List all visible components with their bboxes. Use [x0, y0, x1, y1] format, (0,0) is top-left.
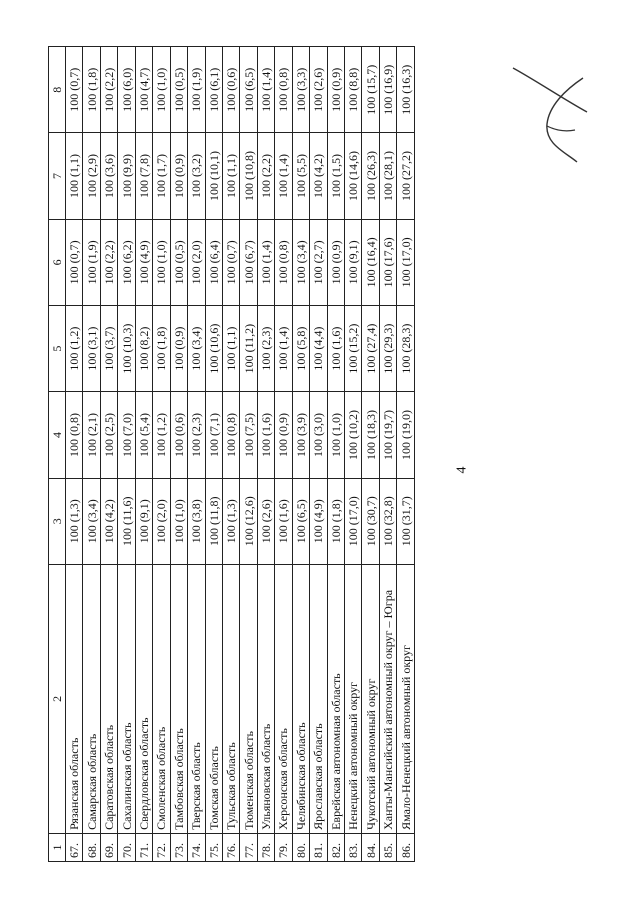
row-number-cell: 71.: [135, 833, 152, 861]
column-header-2: 2: [49, 564, 66, 833]
value-cell: 100 (1,5): [327, 133, 344, 219]
value-cell: 100 (9,9): [118, 133, 135, 219]
value-cell: 100 (8,8): [345, 47, 362, 133]
value-cell: 100 (4,7): [135, 47, 152, 133]
value-cell: 100 (0,7): [222, 219, 239, 305]
value-cell: 100 (6,1): [205, 47, 222, 133]
value-cell: 100 (3,2): [188, 133, 205, 219]
region-name-cell: Рязанская область: [66, 564, 83, 833]
value-cell: 100 (4,2): [310, 133, 327, 219]
region-name-cell: Чукотский автономный округ: [362, 564, 379, 833]
table-row: [345, 47, 362, 862]
value-cell: 100 (1,3): [66, 478, 83, 564]
region-name-cell: Ямало-Ненецкий автономный округ: [397, 564, 415, 833]
value-cell: 100 (0,9): [275, 392, 292, 478]
value-cell: 100 (16,4): [362, 219, 379, 305]
value-cell: 100 (3,8): [188, 478, 205, 564]
value-cell: 100 (11,6): [118, 478, 135, 564]
value-cell: 100 (4,4): [310, 305, 327, 391]
table-row: [292, 47, 309, 862]
table-row: [153, 47, 170, 862]
table-row: [100, 47, 117, 862]
table-row: [222, 47, 239, 862]
row-number-cell: 72.: [153, 833, 170, 861]
value-cell: 100 (18,3): [362, 392, 379, 478]
value-cell: 100 (2,2): [100, 47, 117, 133]
value-cell: 100 (3,6): [100, 133, 117, 219]
value-cell: 100 (1,4): [275, 133, 292, 219]
region-name-cell: Ульяновская область: [257, 564, 274, 833]
value-cell: 100 (10,8): [240, 133, 257, 219]
value-cell: 100 (4,9): [310, 478, 327, 564]
column-header-5: 5: [49, 305, 66, 391]
row-number-cell: 84.: [362, 833, 379, 861]
region-name-cell: Ненецкий автономный округ: [345, 564, 362, 833]
value-cell: 100 (15,2): [345, 305, 362, 391]
region-name-cell: Смоленская область: [153, 564, 170, 833]
value-cell: 100 (0,9): [327, 47, 344, 133]
value-cell: 100 (3,7): [100, 305, 117, 391]
table-row: [275, 47, 292, 862]
value-cell: 100 (17,0): [397, 219, 415, 305]
table-row: [118, 47, 135, 862]
value-cell: 100 (27,2): [397, 133, 415, 219]
value-cell: 100 (1,3): [222, 478, 239, 564]
value-cell: 100 (3,3): [292, 47, 309, 133]
regions-table: [48, 46, 415, 862]
value-cell: 100 (1,4): [257, 47, 274, 133]
table-row: [135, 47, 152, 862]
value-cell: 100 (6,7): [240, 219, 257, 305]
row-number-cell: 67.: [66, 833, 83, 861]
table-row: [83, 47, 100, 862]
value-cell: 100 (0,9): [170, 305, 187, 391]
region-name-cell: Тамбовская область: [170, 564, 187, 833]
value-cell: 100 (2,7): [310, 219, 327, 305]
value-cell: 100 (28,3): [397, 305, 415, 391]
row-number-cell: 81.: [310, 833, 327, 861]
value-cell: 100 (2,2): [257, 133, 274, 219]
region-name-cell: Ярославская область: [310, 564, 327, 833]
table-row: [205, 47, 222, 862]
value-cell: 100 (2,3): [188, 392, 205, 478]
value-cell: 100 (5,4): [135, 392, 152, 478]
column-header-8: 8: [49, 47, 66, 133]
value-cell: 100 (0,6): [170, 392, 187, 478]
table-row: [188, 47, 205, 862]
region-name-cell: Тверская область: [188, 564, 205, 833]
value-cell: 100 (3,4): [188, 305, 205, 391]
value-cell: 100 (1,6): [257, 392, 274, 478]
value-cell: 100 (0,7): [66, 47, 83, 133]
value-cell: 100 (19,0): [397, 392, 415, 478]
value-cell: 100 (30,7): [362, 478, 379, 564]
row-number-cell: 75.: [205, 833, 222, 861]
value-cell: 100 (0,7): [66, 219, 83, 305]
table-row: [310, 47, 327, 862]
column-header-4: 4: [49, 392, 66, 478]
value-cell: 100 (27,4): [362, 305, 379, 391]
value-cell: 100 (1,4): [275, 305, 292, 391]
value-cell: 100 (16,3): [397, 47, 415, 133]
value-cell: 100 (3,4): [83, 478, 100, 564]
region-name-cell: Свердловская область: [135, 564, 152, 833]
value-cell: 100 (1,8): [327, 478, 344, 564]
value-cell: 100 (3,4): [292, 219, 309, 305]
value-cell: 100 (10,3): [118, 305, 135, 391]
value-cell: 100 (2,6): [257, 478, 274, 564]
table-row: [397, 47, 415, 862]
value-cell: 100 (10,6): [205, 305, 222, 391]
value-cell: 100 (2,0): [188, 219, 205, 305]
region-name-cell: Самарская область: [83, 564, 100, 833]
value-cell: 100 (32,8): [379, 478, 396, 564]
value-cell: 100 (6,2): [118, 219, 135, 305]
value-cell: 100 (2,2): [100, 219, 117, 305]
value-cell: 100 (6,5): [240, 47, 257, 133]
value-cell: 100 (6,5): [292, 478, 309, 564]
value-cell: 100 (0,8): [275, 47, 292, 133]
value-cell: 100 (1,1): [222, 305, 239, 391]
value-cell: 100 (19,7): [379, 392, 396, 478]
value-cell: 100 (7,1): [205, 392, 222, 478]
row-number-cell: 76.: [222, 833, 239, 861]
row-number-cell: 82.: [327, 833, 344, 861]
value-cell: 100 (0,8): [66, 392, 83, 478]
value-cell: 100 (9,1): [345, 219, 362, 305]
value-cell: 100 (0,5): [170, 47, 187, 133]
value-cell: 100 (1,2): [66, 305, 83, 391]
value-cell: 100 (0,9): [327, 219, 344, 305]
handwritten-signature: [505, 60, 595, 170]
value-cell: 100 (1,8): [153, 305, 170, 391]
value-cell: 100 (11,2): [240, 305, 257, 391]
value-cell: 100 (1,0): [327, 392, 344, 478]
row-number-cell: 83.: [345, 833, 362, 861]
value-cell: 100 (1,0): [153, 219, 170, 305]
value-cell: 100 (10,2): [345, 392, 362, 478]
value-cell: 100 (5,5): [292, 133, 309, 219]
value-cell: 100 (6,0): [118, 47, 135, 133]
value-cell: 100 (4,2): [100, 478, 117, 564]
region-name-cell: Ханты-Мансийский автономный округ – Югра: [379, 564, 396, 833]
value-cell: 100 (1,2): [153, 392, 170, 478]
value-cell: 100 (9,1): [135, 478, 152, 564]
rotated-table-container: [48, 46, 415, 862]
value-cell: 100 (2,9): [83, 133, 100, 219]
value-cell: 100 (17,0): [345, 478, 362, 564]
value-cell: 100 (1,9): [83, 219, 100, 305]
value-cell: 100 (0,6): [222, 47, 239, 133]
value-cell: 100 (11,8): [205, 478, 222, 564]
value-cell: 100 (1,0): [170, 478, 187, 564]
value-cell: 100 (16,9): [379, 47, 396, 133]
region-name-cell: Саратовская область: [100, 564, 117, 833]
value-cell: 100 (0,9): [170, 133, 187, 219]
region-name-cell: Тульская область: [222, 564, 239, 833]
value-cell: 100 (7,8): [135, 133, 152, 219]
value-cell: 100 (7,0): [118, 392, 135, 478]
value-cell: 100 (7,5): [240, 392, 257, 478]
row-number-cell: 70.: [118, 833, 135, 861]
value-cell: 100 (29,3): [379, 305, 396, 391]
value-cell: 100 (17,6): [379, 219, 396, 305]
table-row: [327, 47, 344, 862]
row-number-cell: 73.: [170, 833, 187, 861]
value-cell: 100 (26,3): [362, 133, 379, 219]
column-header-1: 1: [49, 833, 66, 861]
table-row: [257, 47, 274, 862]
column-header-6: 6: [49, 219, 66, 305]
value-cell: 100 (0,8): [222, 392, 239, 478]
row-number-cell: 68.: [83, 833, 100, 861]
value-cell: 100 (3,0): [310, 392, 327, 478]
table-row: [362, 47, 379, 862]
value-cell: 100 (0,5): [170, 219, 187, 305]
region-name-cell: Тюменская область: [240, 564, 257, 833]
row-number-cell: 69.: [100, 833, 117, 861]
value-cell: 100 (1,6): [275, 478, 292, 564]
value-cell: 100 (0,8): [275, 219, 292, 305]
table-row: [379, 47, 396, 862]
value-cell: 100 (31,7): [397, 478, 415, 564]
value-cell: 100 (1,6): [327, 305, 344, 391]
value-cell: 100 (1,0): [153, 47, 170, 133]
row-number-cell: 78.: [257, 833, 274, 861]
value-cell: 100 (6,4): [205, 219, 222, 305]
value-cell: 100 (4,9): [135, 219, 152, 305]
value-cell: 100 (5,8): [292, 305, 309, 391]
table-row: [240, 47, 257, 862]
row-number-cell: 74.: [188, 833, 205, 861]
value-cell: 100 (1,1): [66, 133, 83, 219]
value-cell: 100 (10,1): [205, 133, 222, 219]
value-cell: 100 (2,6): [310, 47, 327, 133]
value-cell: 100 (1,1): [222, 133, 239, 219]
value-cell: 100 (2,5): [100, 392, 117, 478]
value-cell: 100 (12,6): [240, 478, 257, 564]
row-number-cell: 77.: [240, 833, 257, 861]
value-cell: 100 (1,9): [188, 47, 205, 133]
value-cell: 100 (1,8): [83, 47, 100, 133]
table-row: [66, 47, 83, 862]
value-cell: 100 (2,1): [83, 392, 100, 478]
table-row: [170, 47, 187, 862]
value-cell: 100 (2,3): [257, 305, 274, 391]
value-cell: 100 (2,0): [153, 478, 170, 564]
column-header-3: 3: [49, 478, 66, 564]
region-name-cell: Челябинская область: [292, 564, 309, 833]
table-header-row: [49, 47, 66, 862]
value-cell: 100 (15,7): [362, 47, 379, 133]
value-cell: 100 (1,4): [257, 219, 274, 305]
region-name-cell: Херсонская область: [275, 564, 292, 833]
region-name-cell: Томская область: [205, 564, 222, 833]
value-cell: 100 (8,2): [135, 305, 152, 391]
region-name-cell: Сахалинская область: [118, 564, 135, 833]
region-name-cell: Еврейская автономная область: [327, 564, 344, 833]
value-cell: 100 (3,9): [292, 392, 309, 478]
value-cell: 100 (28,1): [379, 133, 396, 219]
row-number-cell: 86.: [397, 833, 415, 861]
row-number-cell: 85.: [379, 833, 396, 861]
column-header-7: 7: [49, 133, 66, 219]
row-number-cell: 79.: [275, 833, 292, 861]
value-cell: 100 (3,1): [83, 305, 100, 391]
page-number: 4: [454, 466, 470, 474]
value-cell: 100 (1,7): [153, 133, 170, 219]
row-number-cell: 80.: [292, 833, 309, 861]
value-cell: 100 (14,6): [345, 133, 362, 219]
